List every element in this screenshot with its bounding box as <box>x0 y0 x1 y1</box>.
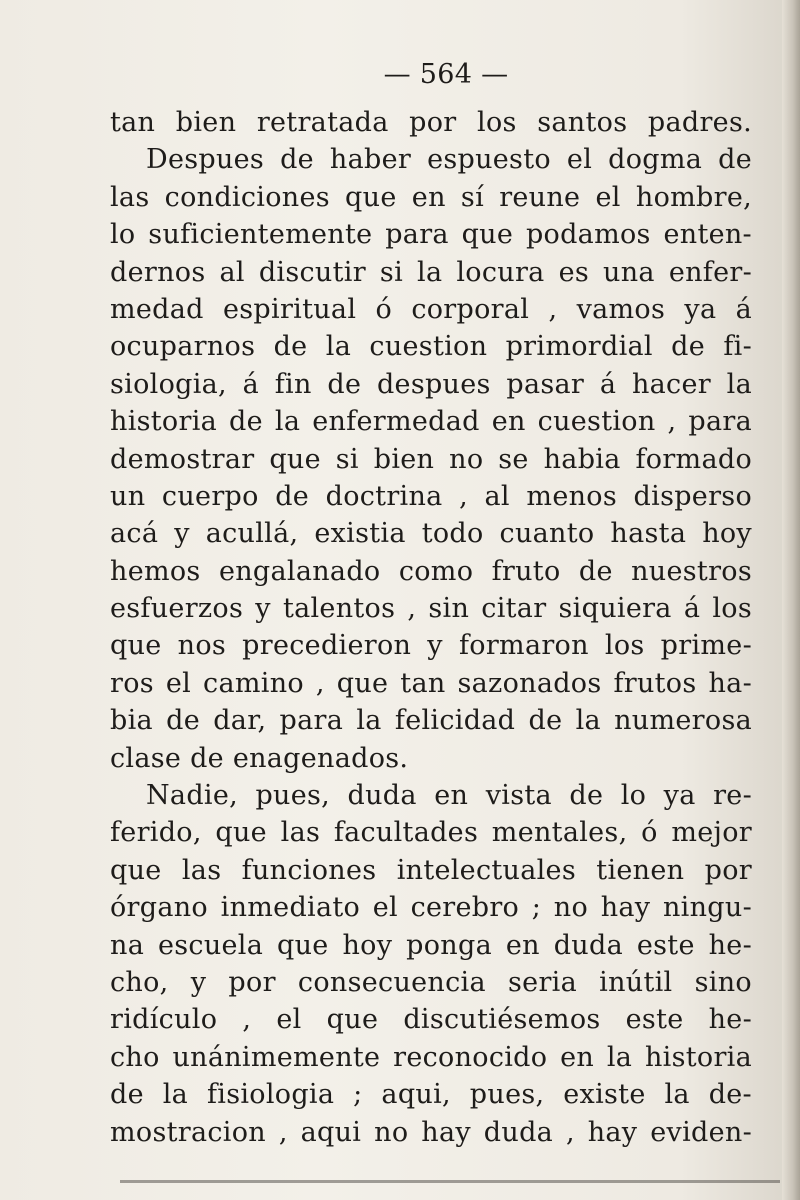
text-line: siologia, á fin de despues pasar á hacer la <box>110 368 752 400</box>
text-line: medad espiritual ó corporal , vamos ya á <box>110 293 752 325</box>
text-line: ocuparnos de la cuestion primordial de fi- <box>110 331 752 363</box>
text-line: que las funciones intelectuales tienen por <box>110 854 752 886</box>
text-line: acá y acullá, existia todo cuanto hasta hoy <box>110 518 752 550</box>
text-line: demostrar que si bien no se habia formado <box>110 443 752 475</box>
text-line: bia de dar, para la felicidad de la numerosa <box>110 705 752 737</box>
text-line: tan bien retratada por los santos padres. <box>110 107 752 138</box>
text-line: esfuerzos y talentos , sin citar siquiera á los <box>110 593 752 625</box>
text-line: órgano inmediato el cerebro ; no hay ningu- <box>110 892 752 924</box>
text-line: ridículo , el que discutiésemos este he- <box>110 1004 752 1036</box>
text-line: clase de enagenados. <box>110 742 409 774</box>
text-line: mostracion , aqui no hay duda , hay eviden- <box>110 1116 752 1148</box>
page-number: — 564 — <box>383 59 509 90</box>
text-line: lo suficientemente para que podamos enten- <box>110 219 752 251</box>
text-line: que nos precedieron y formaron los prime- <box>110 630 752 662</box>
text-line: Nadie, pues, duda en vista de lo ya re- <box>146 780 752 812</box>
text-line: un cuerpo de doctrina , al menos disperso <box>110 480 752 512</box>
bottom-rule <box>120 1180 780 1183</box>
text-line: ferido, que las facultades mentales, ó mejor <box>110 817 752 849</box>
text-line: de la fisiologia ; aqui, pues, existe la de- <box>110 1079 752 1111</box>
text-line: Despues de haber espuesto el dogma de <box>146 144 752 176</box>
page-text <box>110 58 752 1151</box>
text-line: na escuela que hoy ponga en duda este he- <box>110 929 752 961</box>
text-line: ros el camino , que tan sazonados frutos ha- <box>110 667 752 699</box>
text-line: las condiciones que en sí reune el hombre, <box>110 181 752 213</box>
text-line: cho, y por consecuencia seria inútil sino <box>110 966 752 998</box>
text-line: historia de la enfermedad en cuestion , para <box>110 406 752 438</box>
text-line: dernos al discutir si la locura es una enfer- <box>110 256 752 288</box>
text-line: cho unánimemente reconocido en la historia <box>110 1041 752 1073</box>
page-edge <box>782 0 800 1200</box>
text-line: hemos engalanado como fruto de nuestros <box>110 555 752 587</box>
